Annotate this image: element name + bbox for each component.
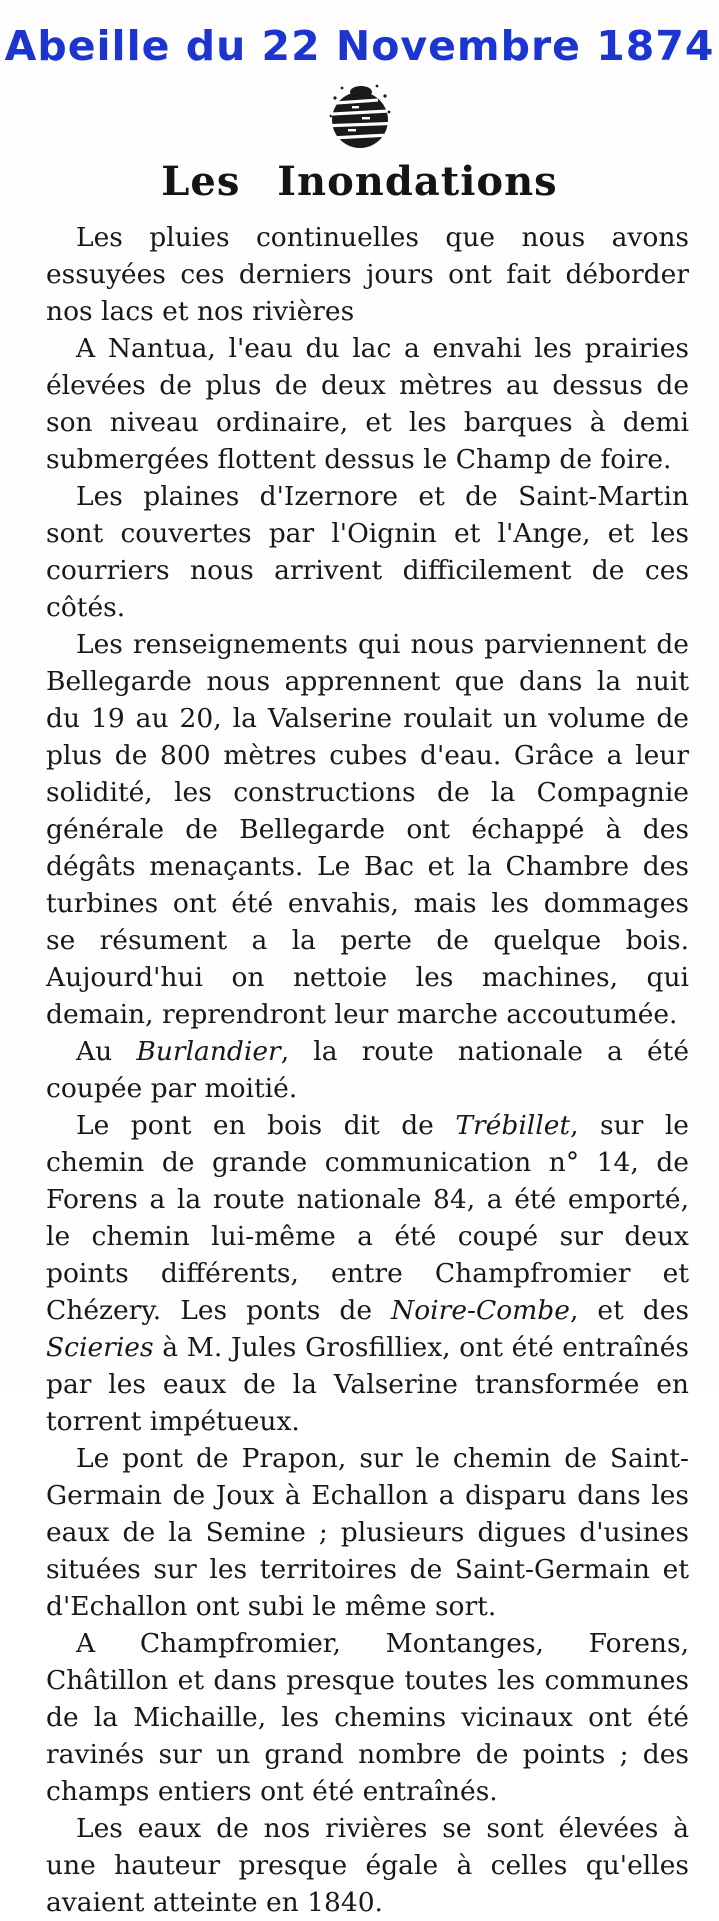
- text-segment: Le pont de Prapon, sur le chemin de Saint-Germain de Joux à Echallon a disparu dans les eaux de la Semine ; plusieurs digues d'usines situées sur les territoires de Saint-Germain et d'Echallon ont subi le même sort.: [46, 1443, 689, 1622]
- text-segment: Les plaines d'Izernore et de Saint-Martin sont couvertes par l'Oignin et l'Ange, et les courriers nous arrivent difficilement de ces côtés.: [46, 481, 689, 623]
- text-segment: Les renseignements qui nous parviennent de Bellegarde nous apprennent que dans la nuit du 19 au 20, la Valserine roulait un volume de plus de 800 mètres cubes d'eau. Grâce a leur solidité, les constructions de la Compagnie générale de Bellegarde ont échappé à des dégâts menaçants. Le Bac et la Chambre des turbines ont été envahis, mais les dommages se résument a la perte de quelque bois. Aujourd'hui on nettoie les machines, qui demain, reprendront leur marche accoutumée.: [46, 629, 689, 1030]
- place-name-italic: Trébillet: [455, 1110, 571, 1141]
- beehive-ornament-icon: [0, 82, 719, 152]
- place-name-italic: Scieries: [46, 1332, 154, 1363]
- text-segment: Au: [76, 1036, 137, 1067]
- text-segment: A Nantua, l'eau du lac a envahi les prairies élevées de plus de deux mètres au dessus de son niveau ordinaire, et les barques à demi submergées flottent dessus le Champ de foire.: [46, 333, 689, 475]
- text-segment: A Champfromier, Montanges, Forens, Châtillon et dans presque toutes les communes de la Michaille, les chemins vicinaux ont été ravinés sur un grand nombre de points ; des champs entiers ont été entraînés.: [46, 1628, 689, 1807]
- place-name-italic: Noire-Combe: [391, 1295, 570, 1326]
- paragraph: [46, 219, 689, 330]
- text-segment: à M. Jules Grosfilliex, ont été entraînés par les eaux de la Valserine transformée en torrent impétueux.: [46, 1332, 689, 1437]
- annotation-title: Abeille du 22 Novembre 1874: [4, 22, 715, 70]
- text-segment: , et des: [569, 1295, 689, 1326]
- paragraph: [46, 626, 689, 1033]
- text-segment: Les eaux de nos rivières se sont élevées à une hauteur presque égale à celles qu'elles avaient atteinte en 1840.: [46, 1813, 689, 1918]
- text-segment: Le pont en bois dit de: [76, 1110, 456, 1141]
- paragraph: [46, 1810, 689, 1921]
- place-name-italic: Burlandier: [136, 1036, 281, 1067]
- paragraph: [46, 330, 689, 478]
- text-segment: , sur le chemin de grande communication n° 14, de Forens a la route nationale 84, a été emporté, le chemin lui-même a été coupé sur deux points différents, entre Champfromier et Chézery. Les ponts de: [46, 1110, 689, 1326]
- text-segment: Les pluies continuelles que nous avons essuyées ces derniers jours ont fait déborder nos lacs et nos rivières: [46, 222, 689, 327]
- paragraph: [46, 478, 689, 626]
- paragraph: [46, 1033, 689, 1107]
- text-segment: , la route nationale a été coupée par moitié.: [46, 1036, 689, 1104]
- paragraph: [46, 1625, 689, 1810]
- paragraph: [46, 1107, 689, 1440]
- article-title: Les Inondations: [161, 158, 558, 205]
- paragraph: [46, 1440, 689, 1625]
- article-body: [0, 215, 719, 1921]
